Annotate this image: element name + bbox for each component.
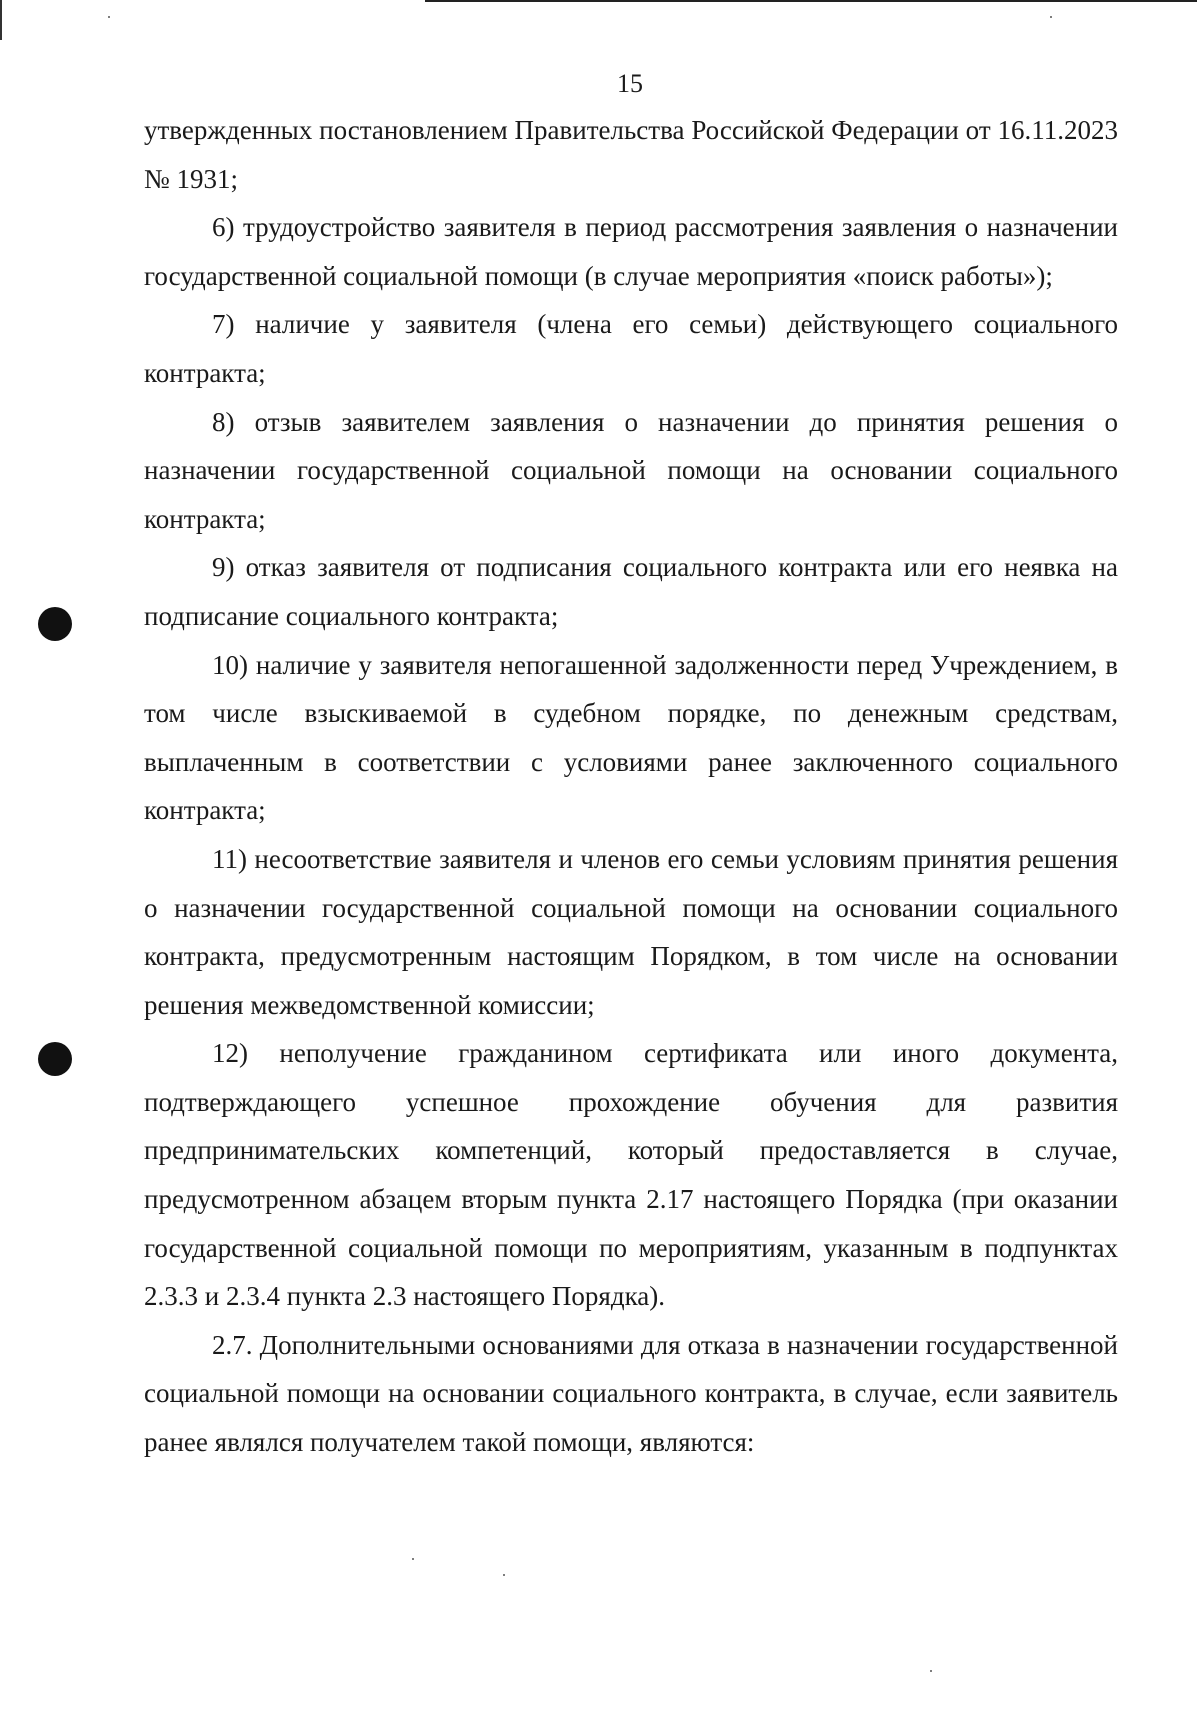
- punch-hole-lower: [38, 1042, 72, 1076]
- punch-hole-upper: [38, 607, 72, 641]
- list-item-7: 7) наличие у заявителя (члена его семьи) действующего социального контракта;: [144, 309, 1118, 388]
- scan-top-border: [425, 0, 1197, 2]
- list-item-8: 8) отзыв заявителем заявления о назначении до принятия решения о назначении государственной социальной помощи на основании социального контракта;: [144, 406, 1118, 534]
- list-item-9: 9) отказ заявителя от подписания социального контракта или его неявка на подписание социального контракта;: [144, 552, 1118, 631]
- list-item-6: 6) трудоустройство заявителя в период рассмотрения заявления о назначении государственной социальной помощи (в случае мероприятия «поиск работы»);: [144, 212, 1118, 291]
- scan-speck: [1050, 16, 1052, 18]
- clause-2-7: 2.7. Дополнительными основаниями для отказа в назначении государственной социальной помощи на основании социального контракта, в случае, если заявитель ранее являлся получателем такой помощи, являются:: [144, 1329, 1118, 1458]
- document-body: [144, 106, 1118, 1467]
- list-item-12: 12) неполучение гражданином сертификата или иного документа, подтверждающего успешное прохождение обучения для развития предпринимательских компетенций, который предоставляется в случае, предусмотренном абзацем вторым пункта 2.17 настоящего Порядка (при оказании государственной социальной помощи по мероприятиям, указанным в подпунктах 2.3.3 и 2.3.4 пункта 2.3 настоящего Порядка).: [144, 1038, 1118, 1312]
- page-number: 15: [617, 69, 643, 98]
- scan-speck: [930, 1670, 932, 1672]
- list-item-10: 10) наличие у заявителя непогашенной задолженности перед Учреждением, в том числе взыскиваемой в судебном порядке, по денежным средствам, выплаченным в соответствии с условиями ранее заключенного социального контракта;: [144, 649, 1118, 826]
- scan-left-edge: [0, 0, 2, 40]
- scan-speck: [108, 16, 110, 18]
- paragraph-continuation: утвержденных постановлением Правительства Российской Федерации от 16.11.2023 № 1931;: [144, 115, 1118, 194]
- scan-speck: [503, 1574, 505, 1576]
- list-item-11: 11) несоответствие заявителя и членов его семьи условиям принятия решения о назначении государственной социальной помощи на основании социального контракта, предусмотренным настоящим Порядком, в том числе на основании решения межведомственной комиссии;: [144, 843, 1118, 1020]
- scan-speck: [412, 1558, 414, 1560]
